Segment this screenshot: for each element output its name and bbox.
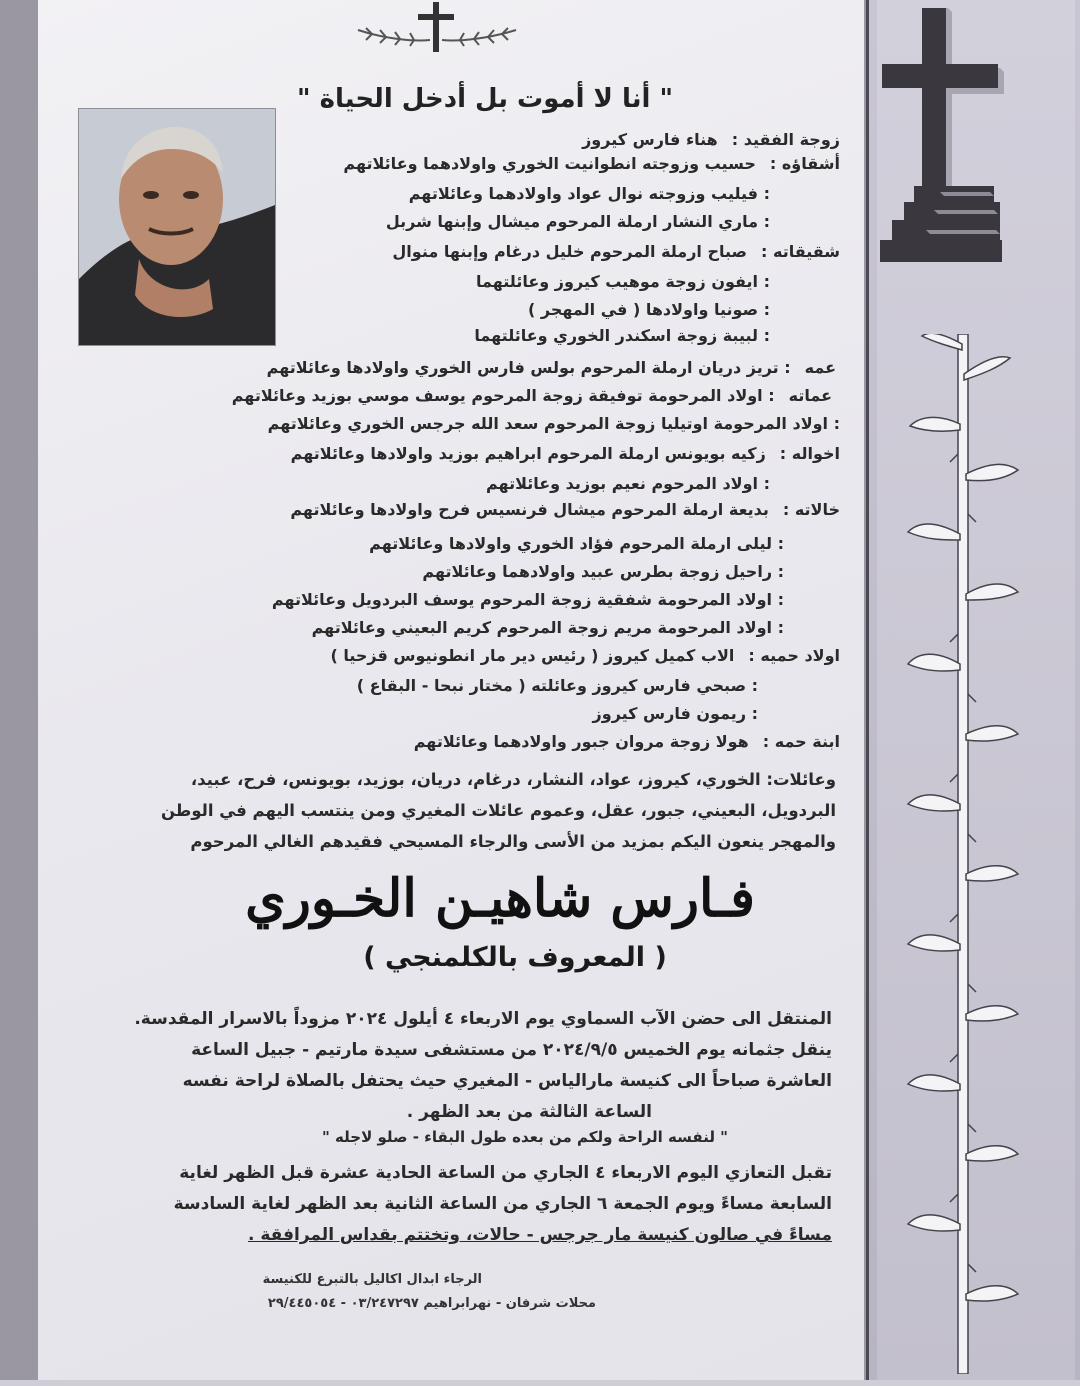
funeral-line: ينقل جثمانه يوم الخميس ٢٠٢٤/٩/٥ من مستشفى سيدة مارتيم - جبيل الساعة	[191, 1040, 832, 1060]
family-line-text: : ريمون فارس كيروز	[592, 704, 758, 723]
family-line-text: : ماري النشار ارملة المرحوم ميشال وإبنها شربل	[385, 212, 770, 231]
family-line	[386, 212, 770, 231]
family-line-text: : اولاد المرحومة شفقية زوجة المرحوم يوسف البردويل وعائلاتهم	[271, 590, 784, 609]
family-line-text: : صبحي فارس كيروز وعائلته ( مختار نبحا - البقاع )	[356, 676, 758, 695]
funeral-line: الساعة الثالثة من بعد الظهر .	[406, 1102, 652, 1122]
family-line	[290, 500, 840, 519]
funeral-paragraph	[122, 1004, 832, 1128]
family-line-text: بديعة ارملة المرحوم ميشال فرنسيس فرح واولادها وعائلاتهم	[290, 500, 769, 519]
family-line-label: زوجة الفقيد :	[731, 130, 840, 149]
family-line-label: اخواله :	[779, 444, 840, 463]
family-line-text: : ايفون زوجة موهيب كيروز وعائلتهما	[475, 272, 770, 291]
family-line-label: أشقاؤه :	[769, 154, 840, 173]
condolence-paragraph	[122, 1158, 832, 1251]
family-line-text: هولا زوجة مروان جبور واولادهما وعائلاتهم	[413, 732, 749, 751]
family-line-label: اولاد حميه :	[748, 646, 840, 665]
family-line	[474, 326, 770, 345]
family-line	[268, 414, 840, 433]
family-line-text: : تريز دريان ارملة المرحوم بولس فارس الخوري واولادها وعائلاتهم	[266, 358, 791, 377]
funeral-line: المنتقل الى حضن الآب السماوي يوم الاربعاء ٤ أيلول ٢٠٢٤ مزوداً بالاسرار المقدسة.	[134, 1009, 832, 1029]
family-line-label: عماته	[788, 386, 832, 405]
deceased-nickname: ( المعروف بالكلمنجي )	[363, 942, 667, 973]
family-line	[272, 590, 784, 609]
family-line-text: : اولاد المرحومة توفيقة زوجة المرحوم يوسف موسي بوزيد وعائلاتهم	[231, 386, 775, 405]
condolence-line: تقبل التعازي اليوم الاربعاء ٤ الجاري من الساعة الحادية عشرة قبل الظهر لغاية	[179, 1163, 832, 1183]
footer-contact: محلات شرفان - نهرابراهيم ٠٣/٢٤٧٢٩٧ - ٢٩/٤٤٥٠٥٤	[267, 1296, 596, 1311]
family-line-text: زكيه بويونس ارملة المرحوم ابراهيم بوزيد واولادها وعائلاتهم	[290, 444, 766, 463]
family-line	[422, 562, 784, 581]
family-line-label: ابنة حمه :	[762, 732, 840, 751]
family-line-label: عمه	[804, 358, 836, 377]
family-line-text: : اولاد المرحومة اوتيليا زوجة المرحوم سعد الله جرجس الخوري وعائلاتهم	[267, 414, 840, 433]
family-line-label: شقيقاته :	[761, 242, 840, 261]
family-line-text: هناء فارس كيروز	[582, 130, 718, 149]
vine-ornament-icon	[904, 334, 1024, 1374]
condolence-line: السابعة مساءً ويوم الجمعة ٦ الجاري من الساعة الثانية بعد الظهر لغاية السادسة	[173, 1194, 832, 1214]
family-line-text: : ليلى ارملة المرحوم فؤاد الخوري واولادها وعائلاتهم	[369, 534, 784, 553]
family-line	[343, 154, 840, 173]
family-line-text: الاب كميل كيروز ( رئيس دير مار انطونيوس قزحيا )	[330, 646, 735, 665]
cross-wreath-icon	[352, 0, 522, 60]
family-line	[486, 474, 770, 493]
family-line	[392, 242, 840, 261]
family-line	[369, 534, 784, 553]
family-line-text: : لبيبة زوجة اسكندر الخوري وعائلتهما	[474, 326, 770, 345]
family-line-text: : فيليب وزوجته نوال عواد واولادهما وعائلاتهم	[408, 184, 770, 203]
families-paragraph	[136, 764, 836, 857]
deceased-name: فـارس شاهيـن الخـوري	[245, 868, 755, 929]
family-line-text: صباح ارملة المرحوم خليل درغام وإبنها منوال	[392, 242, 748, 261]
family-line	[414, 732, 840, 751]
family-line-text: حسيب وزوجته انطوانيت الخوري واولادهما وعائلاتهم	[343, 154, 756, 173]
family-line	[267, 358, 836, 377]
family-line-label: خالاته :	[782, 500, 840, 519]
family-line-text: : اولاد المرحومة مريم زوجة المرحوم كريم البعيني وعائلاتهم	[311, 618, 784, 637]
bottom-strip	[0, 1380, 1080, 1386]
family-line	[312, 618, 784, 637]
family-line-text: : اولاد المرحوم نعيم بوزيد وعائلاتهم	[485, 474, 770, 493]
family-line-text: : صونيا واولادها ( في المهجر )	[527, 300, 770, 319]
families-line: وعائلات: الخوري، كيروز، عواد، النشار، درغام، دريان، بوزيد، بويونس، فرح، عبيد،	[190, 770, 836, 789]
family-line	[330, 646, 840, 665]
motto-heading: " أنا لا أموت بل أدخل الحياة "	[297, 84, 673, 114]
families-line: والمهجر ينعون اليكم بمزيد من الأسى والرجاء المسيحي فقيدهم الغالي المرحوم	[190, 832, 836, 851]
prayer-line: " لنفسه الراحة ولكم من بعده طول البقاء - صلو لاجله "	[322, 1128, 728, 1146]
family-line	[232, 386, 832, 405]
family-line	[357, 676, 758, 695]
family-line	[582, 130, 840, 149]
footer-note: الرجاء ابدال اكاليل بالتبرع للكنيسة	[262, 1272, 482, 1287]
condolence-line: مساءً في صالون كنيسة مار جرجس - حالات، وتختتم بقداس المرافقة .	[247, 1225, 832, 1245]
family-line	[476, 272, 770, 291]
families-line: البردويل، البعيني، جبور، عقل، وعموم عائلات المغيري ومن ينتسب اليهم في الوطن	[160, 801, 836, 820]
deceased-portrait	[78, 108, 276, 346]
family-line	[291, 444, 840, 463]
portrait-image	[79, 109, 275, 345]
family-line-text: : راحيل زوجة بطرس عبيد واولادهما وعائلاتهم	[422, 562, 784, 581]
funeral-line: العاشرة صباحاً الى كنيسة مارالياس - المغيري حيث يحتفل بالصلاة لراحة نفسه	[182, 1071, 832, 1091]
family-line	[593, 704, 758, 723]
family-line	[409, 184, 770, 203]
large-cross-icon	[878, 8, 1004, 272]
family-line	[528, 300, 770, 319]
